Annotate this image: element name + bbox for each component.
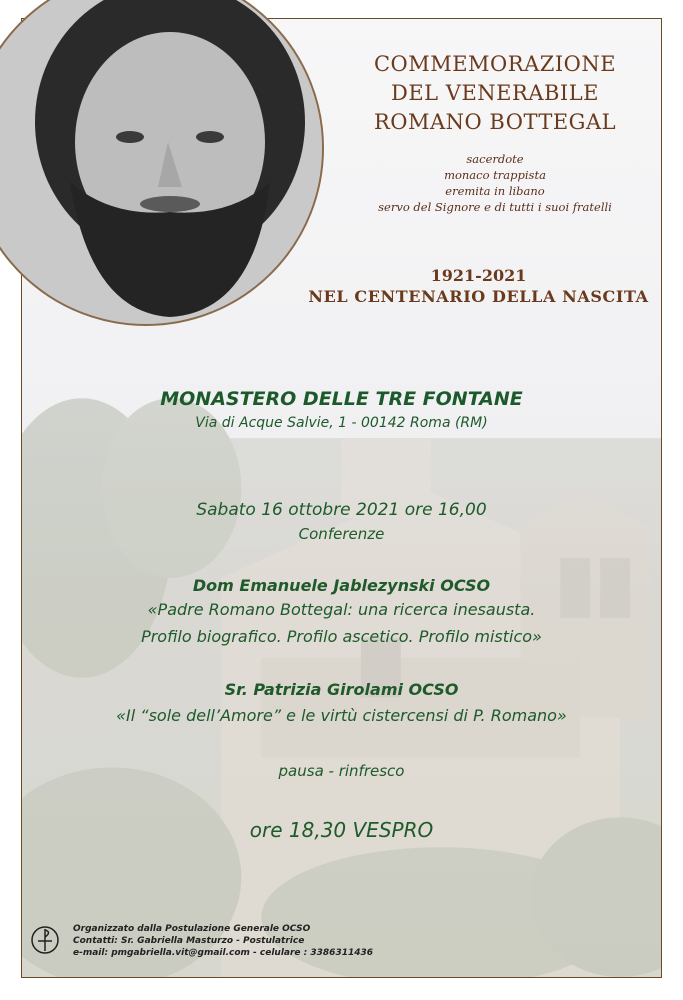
speaker-1: Dom Emanuele Jablezynski OCSO xyxy=(192,576,491,595)
talk-1-line-2: Profilo biografico. Profilo ascetico. Profilo mistico» xyxy=(141,627,542,646)
talk-2: «Il “sole dell’Amore” e le virtù cistercensi di P. Romano» xyxy=(116,706,567,725)
role-line: sacerdote xyxy=(466,152,524,166)
title-line: COMMEMORAZIONE xyxy=(373,52,617,76)
roles-list xyxy=(345,151,645,215)
footer-contacts xyxy=(73,923,373,959)
footer-contact: Contatti: Sr. Gabriella Masturzo - Postulatrice xyxy=(73,936,305,946)
break-text: pausa - rinfresco xyxy=(278,762,405,780)
event-date: Sabato 16 ottobre 2021 ore 16,00 xyxy=(196,500,487,520)
chi-rho-logo-icon xyxy=(30,925,60,955)
talk-1-line-1: «Padre Romano Bottegal: una ricerca inesausta. xyxy=(147,600,536,619)
role-line: eremita in libano xyxy=(445,184,545,198)
role-line: servo del Signore e di tutti i suoi fratelli xyxy=(378,200,612,214)
years: 1921-2021 xyxy=(430,266,527,285)
footer-email: e-mail: pmgabriella.vit@gmail.com - celulare : 3386311436 xyxy=(73,948,374,958)
role-line: monaco trappista xyxy=(444,168,546,182)
title-block xyxy=(345,50,645,215)
title-line: DEL VENERABILE xyxy=(391,81,599,105)
speaker-2: Sr. Patrizia Girolami OCSO xyxy=(224,680,459,699)
venue-address: Via di Acque Salvie, 1 - 00142 Roma (RM) xyxy=(195,415,488,431)
vespers-time: ore 18,30 VESPRO xyxy=(249,818,434,842)
conferenze-label: Conferenze xyxy=(298,525,385,543)
centenary-text: NEL CENTENARIO DELLA NASCITA xyxy=(308,287,649,306)
title-line: ROMANO BOTTEGAL xyxy=(373,110,617,134)
footer-org: Organizzato dalla Postulazione Generale OCSO xyxy=(73,924,311,934)
centenary-block xyxy=(296,266,661,308)
venue-name: MONASTERO DELLE TRE FONTANE xyxy=(160,388,523,410)
